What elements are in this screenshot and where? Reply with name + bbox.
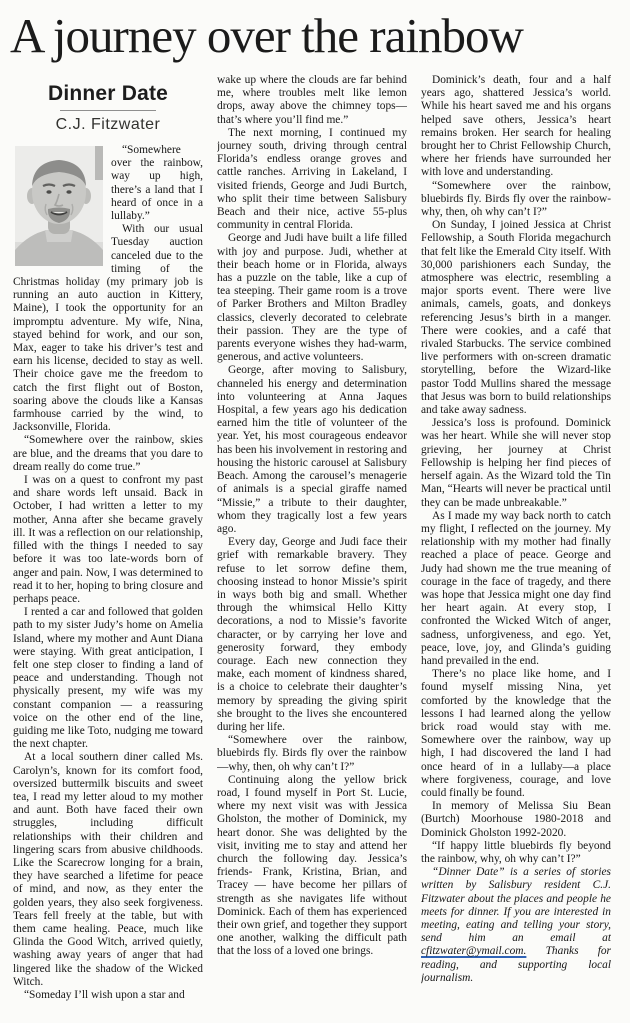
author-portrait-image — [15, 146, 103, 266]
paragraph: With our usual Tuesday auction canceled due to the timing of the Christmas holiday (my primary job is running an auto auction in Kittery, Maine), I took the opportunity for an impromptu adventure. My wife, Nina, stayed behind for work, and our son, Max, eager to take his driver’s test and earn his license, decided to stay as well. Their choice gave me the freedom to catch the first flight out of Boston, soaring above the clouds like a Kansas farmhouse carried by the wind, to Jacksonville, Florida. — [13, 223, 203, 434]
column-2 — [217, 74, 407, 1016]
paragraph: I was on a quest to confront my past and share words left unsaid. Back in October, I had written a letter to my mother, Anna after she became gravely ill. It was a reflection on our relationship, filled with the things I needed to say before it was too late-words born of anger and pain. Now, I was determined to read it to her, hoping to bring closure and perhaps peace. — [13, 474, 203, 605]
paragraph: Every day, George and Judi face their grief with remarkable bravery. They refuse to let sorrow define them, choosing instead to honor Missie’s spirit in ways both big and small. Whether through the whimsical Hello Kitty decorations, a nod to Missie’s favorite character, or by carrying her love and generosity forward, they embody courage. Each new connection they make, each moment of kindness shared, is a choice to celebrate their daughter’s memory by spreading the giving spirit she brought to the lives she encountered during her life. — [217, 536, 407, 733]
paragraph: George, after moving to Salisbury, channeled his energy and determination into volunteering at Anna Jaques Hospital, a few years ago his dedication earned him the title of volunteer of the year. Yet, his most courageous endeavor has been his involvement in restoring and housing the historic carousel at Salisbury Beach. Among the carousel’s menagerie of animals is a special giraffe named “Missie,” a tribute to their daughter, whom they tragically lost a few years ago. — [217, 364, 407, 535]
paragraph: “Somewhere over the rainbow, bluebirds fly. Birds fly over the rainbow-why, then, oh why can’t I?” — [421, 179, 611, 219]
paragraph: “Somewhere over the rainbow, bluebirds fly. Birds fly over the rainbow—why, then, oh why can’t I?” — [217, 734, 407, 773]
article-body — [0, 74, 630, 1016]
paragraph: As I made my way back north to catch my flight, I reflected on the journey. My relationship with my mother had finally reached a place of peace. George and Judy had shown me the true meaning of courage in the face of tragedy, and there was hope that Jessica might one day find her heart again. At every stop, I confronted the Wicked Witch of anger, sadness, unforgiveness, and ego. Yet, peace, love, joy, and Glinda’s guiding hand prevailed in the end. — [421, 509, 611, 667]
column-header-divider — [60, 110, 156, 111]
headline: A journey over the rainbow — [10, 8, 523, 63]
paragraph: Continuing along the yellow brick road, I found myself in Port St. Lucie, where my next visit was with Jessica Gholston, the mother of Dominick, my heart donor. She was delighted by the visit, inviting me to stay and attend her church the following day. Jessica’s friends- Frank, Kristina, Brian, and Tracey — have become her pillars of strength as she navigates life without Dominick. Each of them has experienced their own grief, and together they support one another, walking the difficult path that the loss of a loved one brings. — [217, 773, 407, 958]
paragraph: Dominick’s death, four and a half years ago, shattered Jessica’s world. While his heart saved me and his organs helped save others, Jessica’s heart remains broken. Her search for healing brought her to Christ Fellowship Church, where her friends have surrounded her with love and understanding. — [421, 74, 611, 179]
paragraph: “Somewhere over the rainbow, skies are blue, and the dreams that you dare to dream really do come true.” — [13, 434, 203, 473]
paragraph: wake up where the clouds are far behind me, where troubles melt like lemon drops, away above the chimney tops—that’s where you’ll find me.” — [217, 74, 407, 126]
paragraph: In memory of Melissa Siu Bean (Burtch) Moorhouse 1980-2018 and Dominick Gholston 1992-2020. — [421, 800, 611, 839]
paragraph: “Someday I’ll wish upon a star and — [24, 989, 185, 1001]
column-3 — [421, 74, 611, 1016]
paragraph: George and Judi have built a life filled with joy and purpose. Judi, whether at their beach home or in Florida, always has a puzzle on the table, like a cup of tea steeping. Their game room is a trove of Parker Brothers and Milton Bradley classics, cleverly decorated to celebrate their passion. They are the type of parents everyone wishes they had-warm, generous, and active volunteers. — [217, 232, 407, 364]
byline: C.J. Fitzwater — [55, 116, 161, 133]
paragraph: “Dinner Date” is a series of stories written by Salisbury resident C.J. Fitzwater about the places and people he meets for dinner. If you are interested in meeting, eating and telling your story, send him an email at cfitzwater@ymail.com. Thanks for reading, and supporting local journalism. — [421, 866, 611, 984]
paragraph: There’s no place like home, and I found myself missing Nina, yet comforted by the knowledge that the lessons I had learned along the yellow brick road would stay with me. Somewhere over the rainbow, way up high, I had discovered the land I had once heard of in a lullaby—a place where forgiveness, courage, and love could finally be found. — [421, 668, 611, 799]
paragraph: “Somewhere over the rainbow, way up high, there’s a land that I heard of once in a lullaby.” — [111, 144, 203, 223]
paragraph: At a local southern diner called Ms. Carolyn’s, known for its comfort food, oversized buttermilk biscuits and sweet tea, I read my letter aloud to my mother and aunt. Both have faced their own struggles, including difficult relationships with their children and lingering scars from abusive childhoods. Like the Scarecrow longing for a brain, they have searched a lifetime for peace of mind, and now, as they enter the golden years, they also seek forgiveness. Tears fell freely at the table, but with them came healing. Peace, much like Glinda the Good Witch, arrived quietly, washing away years of anger that had lingered like the shadow of the Wicked Witch. — [13, 751, 203, 988]
paragraph: The next morning, I continued my journey south, driving through central Florida’s endless orange groves and cattle ranches. Arriving in Lakeland, I visited friends, George and Judi Burtch, who split their time between Salisbury Beach and their nice, active 55-plus community in central Florida. — [217, 126, 407, 232]
paragraph: I rented a car and followed that golden path to my sister Judy’s home on Amelia Island, where my mother and Aunt Diana were staying. With great anticipation, I felt one step closer to finding a land of peace and understanding. Though not physically present, my wife was my constant companion — a reassuring voice on the other end of the line, guiding me like Toto, nudging me toward the next chapter. — [13, 606, 203, 751]
column-title: Dinner Date — [47, 82, 169, 105]
paragraph: Jessica’s loss is profound. Dominick was her heart. While she will never stop grieving, her journey at Christ Fellowship is helping her find pieces of herself again. As the Wizard told the Tin Man, “Hearts will never be practical until they can be made unbreakable.” — [421, 417, 611, 509]
author-photo — [15, 146, 103, 266]
column-1 — [13, 74, 203, 1016]
paragraph: “If happy little bluebirds fly beyond the rainbow, why, oh why can’t I?” — [421, 839, 611, 865]
column-header — [19, 82, 197, 134]
email-link[interactable]: cfitzwater@ymail.com. — [421, 945, 527, 958]
paragraph: On Sunday, I joined Jessica at Christ Fellowship, a South Florida megachurch that felt like the Emerald City itself. With 30,000 parishioners each Sunday, the atmosphere was electric, resembling a major sports event. There were live animals, camels, goats, and donkeys referencing Jesus’s birth in a manger. There were cookies, and a café that rivaled Starbucks. The service combined live performers with on-screen dramatic storytelling, before the Wizard-like pastor Todd Mullins shared the message that Jesus was born to build relationships and take away sadness. — [421, 219, 611, 417]
